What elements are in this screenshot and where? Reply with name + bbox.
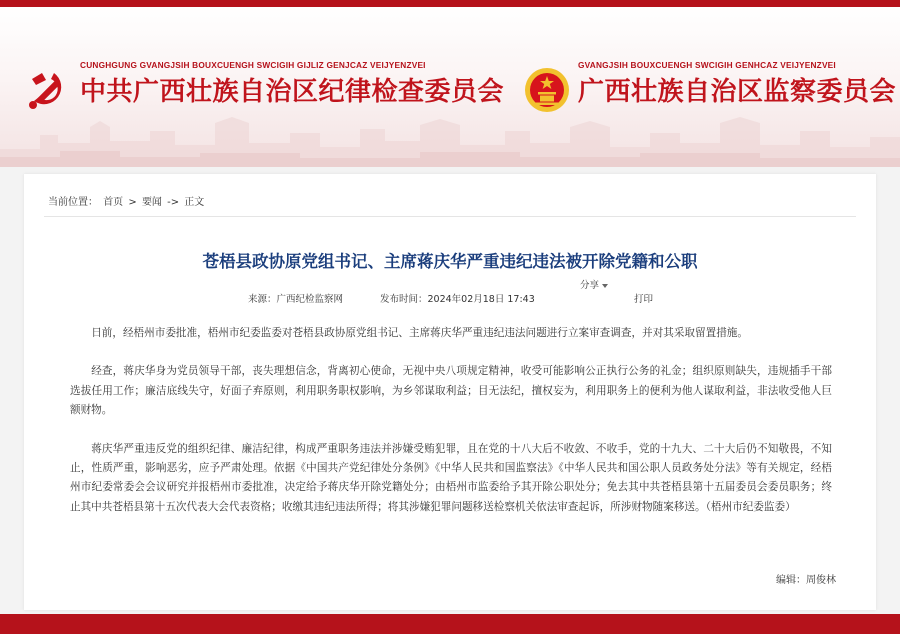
cpc-commission-name: 中共广西壮族自治区纪律检查委员会: [80, 77, 505, 107]
top-red-bar: [0, 0, 900, 7]
supervisory-commission-name: 广西壮族自治区监察委员会: [578, 77, 897, 107]
article-title: 苍梧县政协原党组书记、主席蒋庆华严重违纪违法被开除党籍和公职: [202, 252, 698, 271]
breadcrumb-separator: >: [128, 197, 140, 208]
article-editor: 编辑：周俊林: [776, 575, 836, 586]
breadcrumb-prefix: 当前位置：: [48, 197, 98, 208]
print-button[interactable]: 打印: [634, 294, 654, 305]
article-publish-date: 发布时间：2024年02月18日 17:43: [380, 294, 535, 305]
breadcrumb: [48, 193, 206, 208]
article-paragraph: 经查，蒋庆华身为党员领导干部，丧失理想信念，背离初心使命，无视中央八项规定精神，收受可能影响公正执行公务的礼金；组织原则缺失，违规插手干部选拔任用工作；廉洁底线失守，好面子弃原则，利用职务职权影响，为乡邻谋取利益；目无法纪，擅权妄为，利用职务上的便利为他人谋取利益，非法收受他人巨额财物。: [70, 365, 832, 417]
article-paragraph: 日前，经梧州市委批准，梧州市纪委监委对苍梧县政协原党组书记、主席蒋庆华严重违纪违法问题进行立案审查调查，并对其采取留置措施。: [91, 327, 748, 339]
cpc-commission-pinyin: CUNGHGUNG GVANGJSIH BOUXCUENGH SWCIGIH GIJLIZ GENJCAZ VEIJYENZVEI: [80, 60, 426, 70]
article-source: 来源：广西纪检监察网: [248, 294, 344, 305]
bottom-red-bar: [0, 614, 900, 634]
breadcrumb-separator: ->: [167, 197, 183, 208]
cpc-commission-brand[interactable]: [24, 59, 504, 115]
national-emblem-icon: [522, 65, 572, 115]
share-button[interactable]: [580, 277, 608, 291]
breadcrumb-divider: [44, 216, 856, 217]
article-body: [70, 324, 832, 536]
caret-down-icon: [602, 284, 608, 288]
breadcrumb-current: 正文: [184, 197, 205, 208]
supervisory-commission-brand[interactable]: [522, 59, 896, 115]
article-paragraph: 蒋庆华严重违反党的组织纪律、廉洁纪律，构成严重职务违法并涉嫌受贿犯罪，且在党的十八大后不收敛、不收手，党的十九大、二十大后仍不知敬畏，不知止，性质严重，影响恶劣，应予严肃处理。依据《中国共产党纪律处分条例》《中华人民共和国监察法》《中华人民共和国公职人员政务处分法》等有关规定，经梧州市纪委常委会会议研究并报梧州市委批准，决定给予蒋庆华开除党籍处分；由梧州市监委给予其开除公职处分；免去其中共苍梧县第十五届委员会委员职务；终止其中共苍梧县第十五次代表大会代表资格；收缴其违纪违法所得；将其涉嫌犯罪问题移送检察机关依法审查起诉，所涉财物随案移送。（梧州市纪委监委）: [70, 442, 832, 513]
article-card: [24, 174, 876, 610]
supervisory-commission-pinyin: GVANGJSIH BOUXCUENGH SWCIGIH GENHCAZ VEIJYENZVEI: [578, 60, 836, 70]
party-emblem-icon: [24, 65, 74, 115]
share-label: 分享: [580, 280, 600, 291]
breadcrumb-section-link[interactable]: 要闻: [141, 197, 162, 208]
breadcrumb-home-link[interactable]: 首页: [103, 197, 124, 208]
site-header: [0, 7, 900, 167]
